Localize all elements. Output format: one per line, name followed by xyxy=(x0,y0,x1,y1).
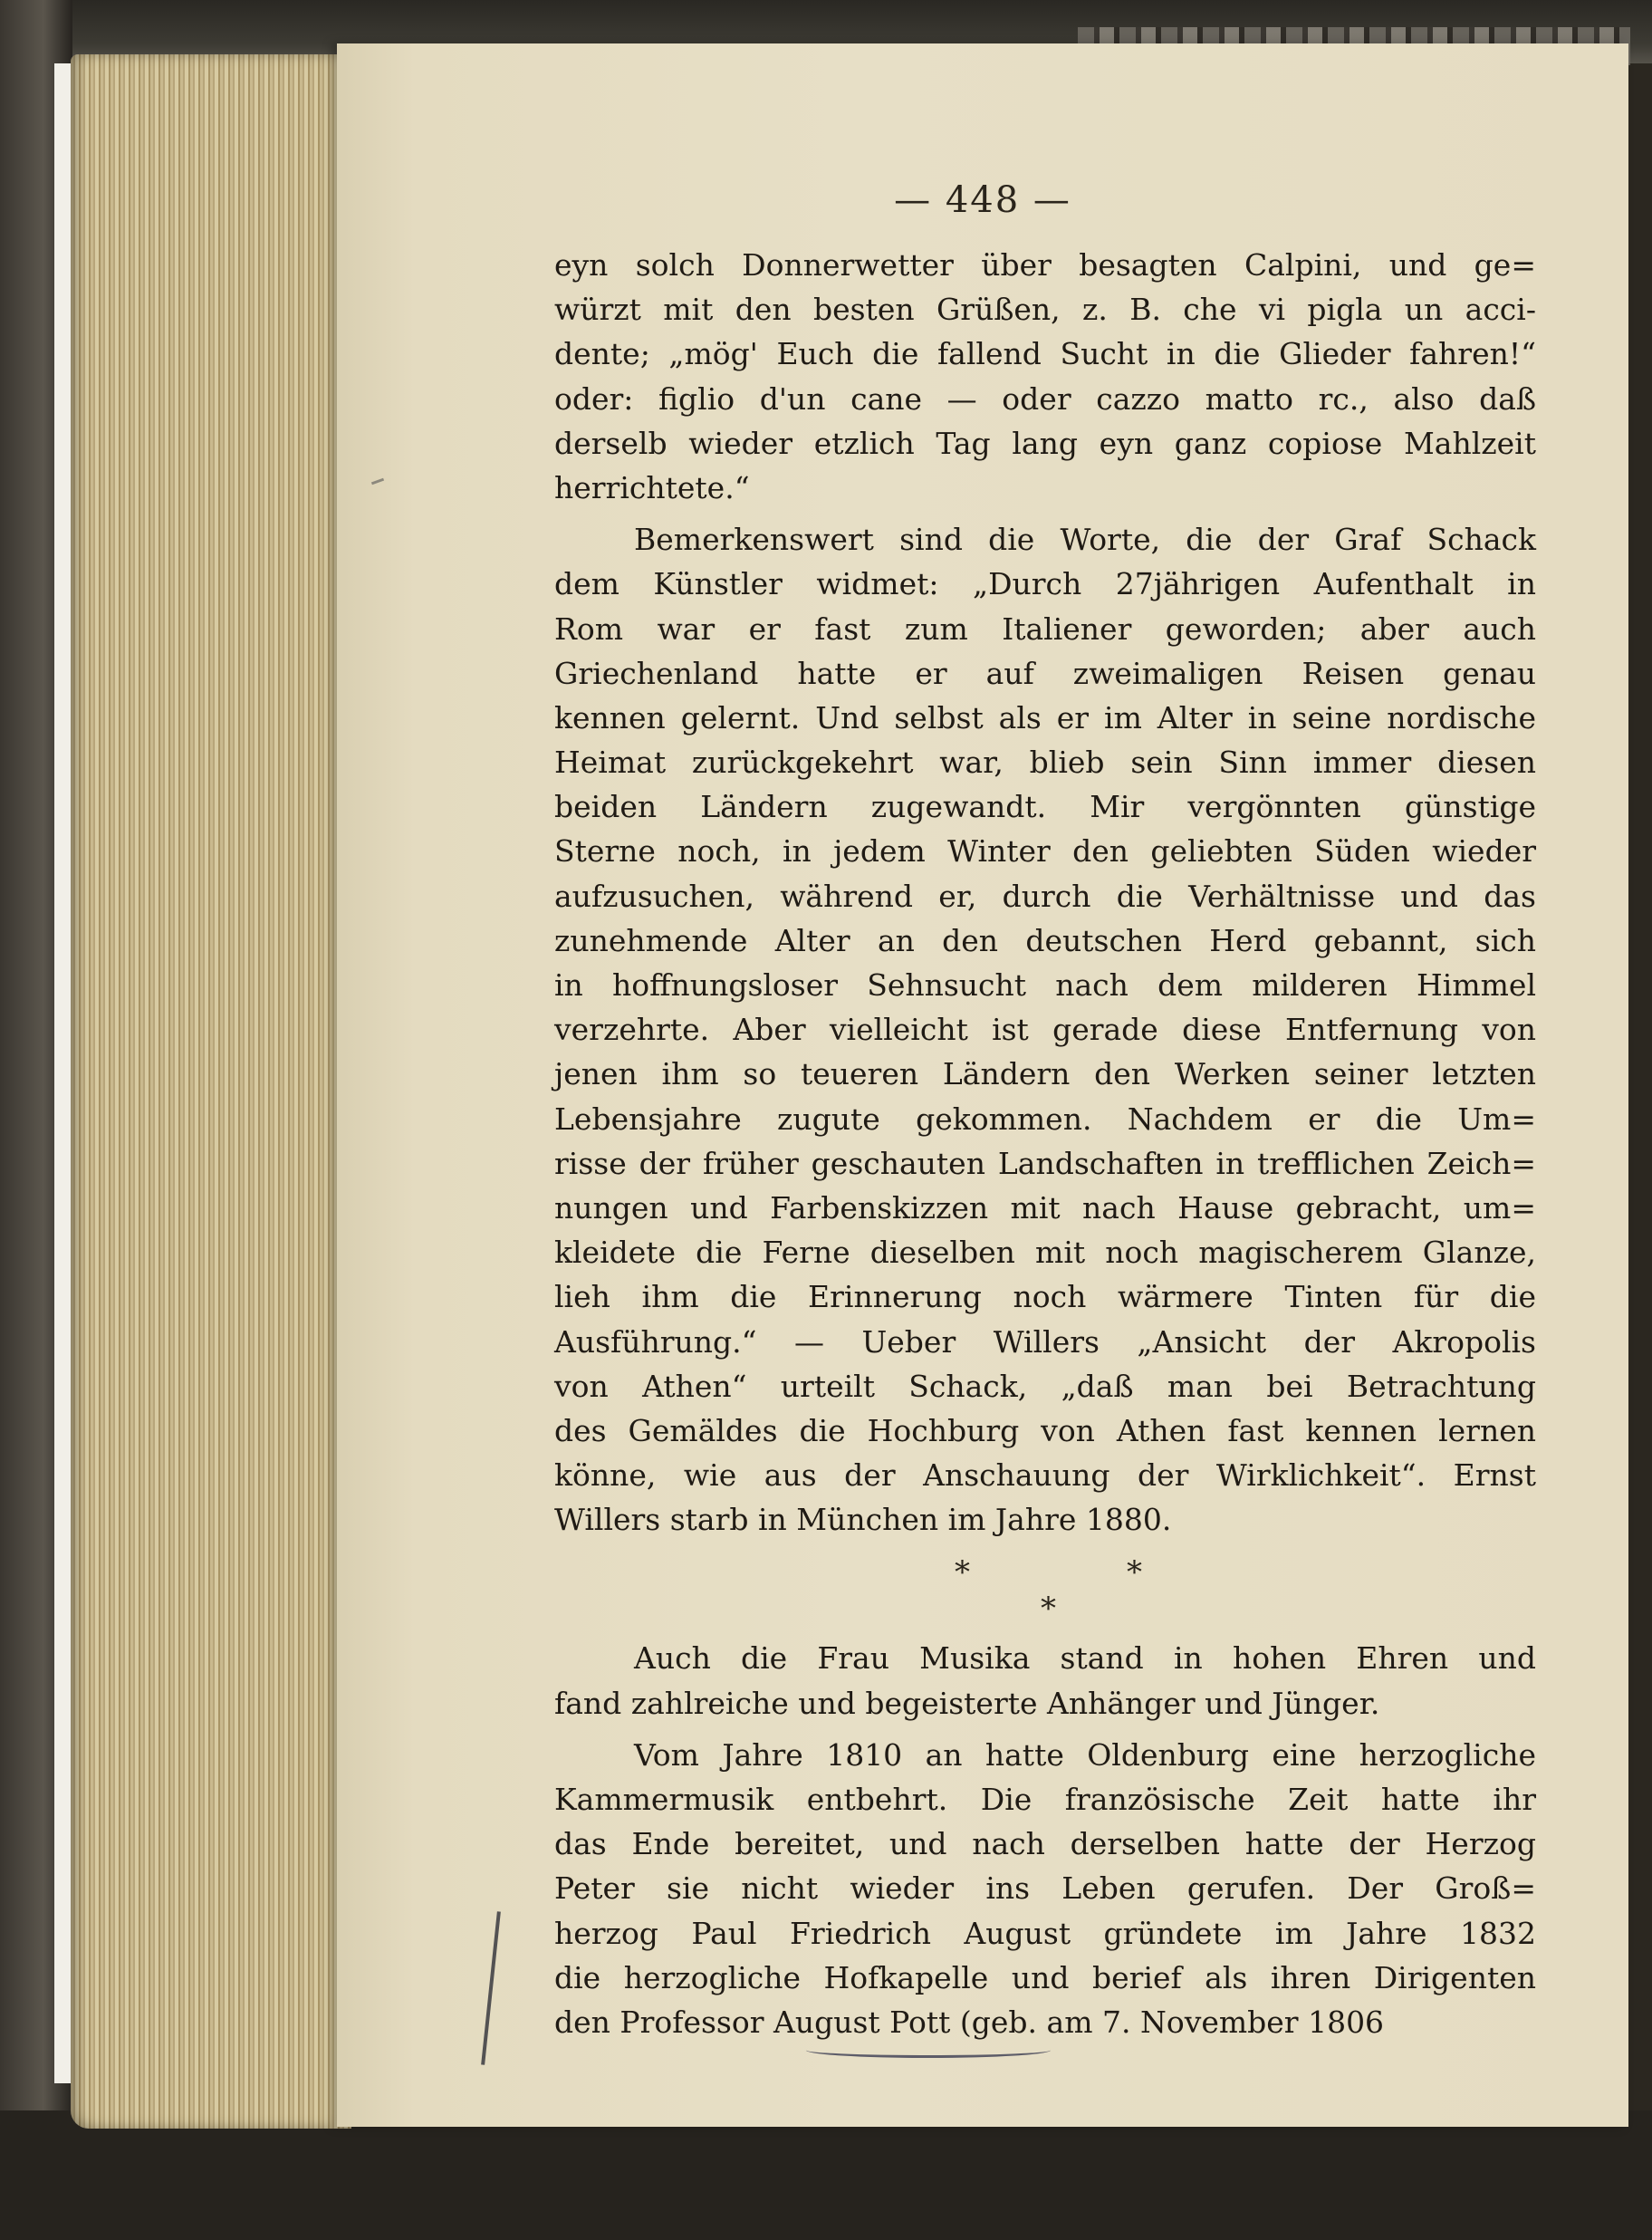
text-line: lieh ihm die Erinnerung noch wärmere Tinten für die xyxy=(554,1279,1536,1315)
text-line: den Professor August Pott (geb. am 7. November 1806 xyxy=(554,2004,1385,2040)
text-line: herrichtete.“ xyxy=(554,469,750,505)
text-line: dente; „mög' Euch die fallend Sucht in die Glieder fahren!“ xyxy=(554,336,1536,372)
asterism-star: * xyxy=(1041,1591,1056,1628)
text-line: nungen und Farbenskizzen mit nach Hause gebracht, um= xyxy=(554,1189,1536,1226)
text-line: oder: figlio d'un cane — oder cazzo matto rc., also daß xyxy=(554,380,1536,417)
text-line: das Ende bereitet, und nach derselben hatte der Herzog xyxy=(554,1826,1536,1862)
paragraph xyxy=(554,517,1536,1542)
text-block xyxy=(554,243,1536,2052)
asterism-star: * xyxy=(1127,1554,1142,1591)
page-number: — 448 — xyxy=(894,179,1071,221)
text-line: Vom Jahre 1810 an hatte Oldenburg eine herzogliche xyxy=(634,1736,1536,1773)
text-line: Griechenland hatte er auf zweimaligen Reisen genau xyxy=(554,655,1536,691)
text-line: kennen gelernt. Und selbst als er im Alter in seine nordische xyxy=(554,699,1536,735)
text-line: eyn solch Donnerwetter über besagten Calpini, und ge= xyxy=(554,247,1536,283)
text-line: Rom war er fast zum Italiener geworden; aber auch xyxy=(554,610,1536,647)
text-line: Lebensjahre zugute gekommen. Nachdem er die Um= xyxy=(554,1101,1536,1137)
paragraph-gap xyxy=(554,1542,1536,1549)
text-line: jenen ihm so teueren Ländern den Werken seiner letzten xyxy=(554,1056,1536,1092)
text-line: Willers starb in München im Jahre 1880. xyxy=(554,1502,1172,1538)
paragraph xyxy=(554,1733,1536,2044)
text-line: zunehmende Alter an den deutschen Herd gebannt, sich xyxy=(554,922,1536,958)
text-line: in hoffnungsloser Sehnsucht nach dem milderen Himmel xyxy=(554,967,1536,1003)
text-line: kleidete die Ferne dieselben mit noch magischerem Glanze, xyxy=(554,1235,1536,1271)
text-line: Heimat zurückgekehrt war, blieb sein Sinn immer diesen xyxy=(554,745,1536,781)
paragraph-gap xyxy=(554,510,1536,517)
text-line: risse der früher geschauten Landschaften in trefflichen Zeich= xyxy=(554,1145,1536,1181)
text-line: die herzogliche Hofkapelle und berief als ihren Dirigenten xyxy=(554,1959,1536,1995)
text-line: fand zahlreiche und begeisterte Anhänger und Jünger. xyxy=(554,1685,1380,1721)
text-line: beiden Ländern zugewandt. Mir vergönnten günstige xyxy=(554,789,1536,825)
text-line: Peter sie nicht wieder ins Leben gerufen. Der Groß= xyxy=(554,1870,1536,1907)
text-line: Sterne noch, in jedem Winter den geliebten Süden wieder xyxy=(554,833,1536,870)
paragraph xyxy=(554,1636,1536,1725)
text-line: Kammermusik entbehrt. Die französische Zeit hatte ihr xyxy=(554,1782,1536,1817)
text-line: Bemerkenswert sind die Worte, die der Graf Schack xyxy=(634,522,1536,558)
text-line: aufzusuchen, während er, durch die Verhältnisse und das xyxy=(554,878,1536,914)
text-line: Ausführung.“ — Ueber Willers „Ansicht der Akropolis xyxy=(554,1323,1536,1360)
text-line: des Gemäldes die Hochburg von Athen fast kennen lernen xyxy=(554,1412,1536,1448)
page-edges-stack xyxy=(71,54,351,2129)
text-line: Auch die Frau Musika stand in hohen Ehren und xyxy=(634,1640,1536,1677)
text-line: würzt mit den besten Grüßen, z. B. che vi pigla un acci- xyxy=(554,292,1536,328)
paragraph xyxy=(554,243,1536,510)
asterism-star: * xyxy=(955,1554,970,1591)
text-line: herzog Paul Friedrich August gründete im Jahre 1832 xyxy=(554,1915,1536,1951)
text-line: könne, wie aus der Anschauung der Wirklichkeit“. Ernst xyxy=(554,1457,1536,1494)
text-line: verzehrte. Aber vielleicht ist gerade diese Entfernung von xyxy=(554,1012,1536,1048)
text-line: derselb wieder etzlich Tag lang eyn ganz copiose Mahlzeit xyxy=(554,425,1536,461)
asterism-divider xyxy=(554,1549,1536,1636)
bottom-background xyxy=(0,2110,1652,2240)
paragraph-gap xyxy=(554,1726,1536,1733)
pencil-underline xyxy=(806,2043,1051,2058)
text-line: dem Künstler widmet: „Durch 27jährigen Aufenthalt in xyxy=(554,566,1536,602)
text-line: von Athen“ urteilt Schack, „daß man bei Betrachtung xyxy=(554,1368,1536,1404)
